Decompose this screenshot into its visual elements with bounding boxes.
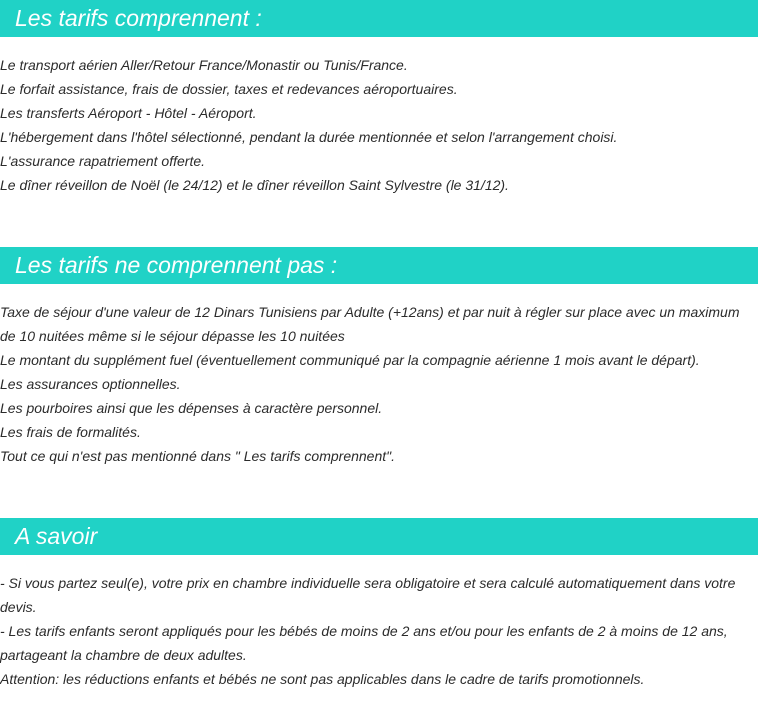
list-item: Le forfait assistance, frais de dossier, taxes et redevances aéroportuaires. xyxy=(0,81,458,97)
list-item: - Les tarifs enfants seront appliqués pour les bébés de moins de 2 ans et/ou pour les enfants de 2 à moins de 12 ans, partageant la chambre de deux adultes. xyxy=(0,623,728,663)
section-body-a-savoir xyxy=(0,571,758,691)
list-item: L'hébergement dans l'hôtel sélectionné, pendant la durée mentionnée et selon l'arrangement choisi. xyxy=(0,129,618,145)
section-body-tarifs-ne-comprennent-pas xyxy=(0,300,758,468)
section-title-tarifs-comprennent: Les tarifs comprennent : xyxy=(0,0,758,37)
list-item: Le transport aérien Aller/Retour France/Monastir ou Tunis/France. xyxy=(0,57,408,73)
section-title-tarifs-ne-comprennent-pas: Les tarifs ne comprennent pas : xyxy=(0,247,758,284)
list-item: Les transferts Aéroport - Hôtel - Aéroport. xyxy=(0,105,257,121)
section-title-a-savoir: A savoir xyxy=(0,518,758,555)
list-item: L'assurance rapatriement offerte. xyxy=(0,153,206,169)
list-item: Taxe de séjour d'une valeur de 12 Dinars Tunisiens par Adulte (+12ans) et par nuit à régler sur place avec un maximum de 10 nuitées même si le séjour dépasse les 10 nuitées xyxy=(0,304,740,344)
list-item: Tout ce qui n'est pas mentionné dans " Les tarifs comprennent". xyxy=(0,448,395,464)
list-item: Les assurances optionnelles. xyxy=(0,376,181,392)
section-body-tarifs-comprennent xyxy=(0,53,758,197)
list-item: Les pourboires ainsi que les dépenses à caractère personnel. xyxy=(0,400,383,416)
list-item: Attention: les réductions enfants et bébés ne sont pas applicables dans le cadre de tarifs promotionnels. xyxy=(0,671,645,687)
list-item: Le dîner réveillon de Noël (le 24/12) et le dîner réveillon Saint Sylvestre (le 31/12). xyxy=(0,177,509,193)
list-item: - Si vous partez seul(e), votre prix en chambre individuelle sera obligatoire et sera calculé automatiquement dans votre devis. xyxy=(0,575,736,615)
list-item: Les frais de formalités. xyxy=(0,424,141,440)
list-item: Le montant du supplément fuel (éventuellement communiqué par la compagnie aérienne 1 mois avant le départ). xyxy=(0,352,700,368)
